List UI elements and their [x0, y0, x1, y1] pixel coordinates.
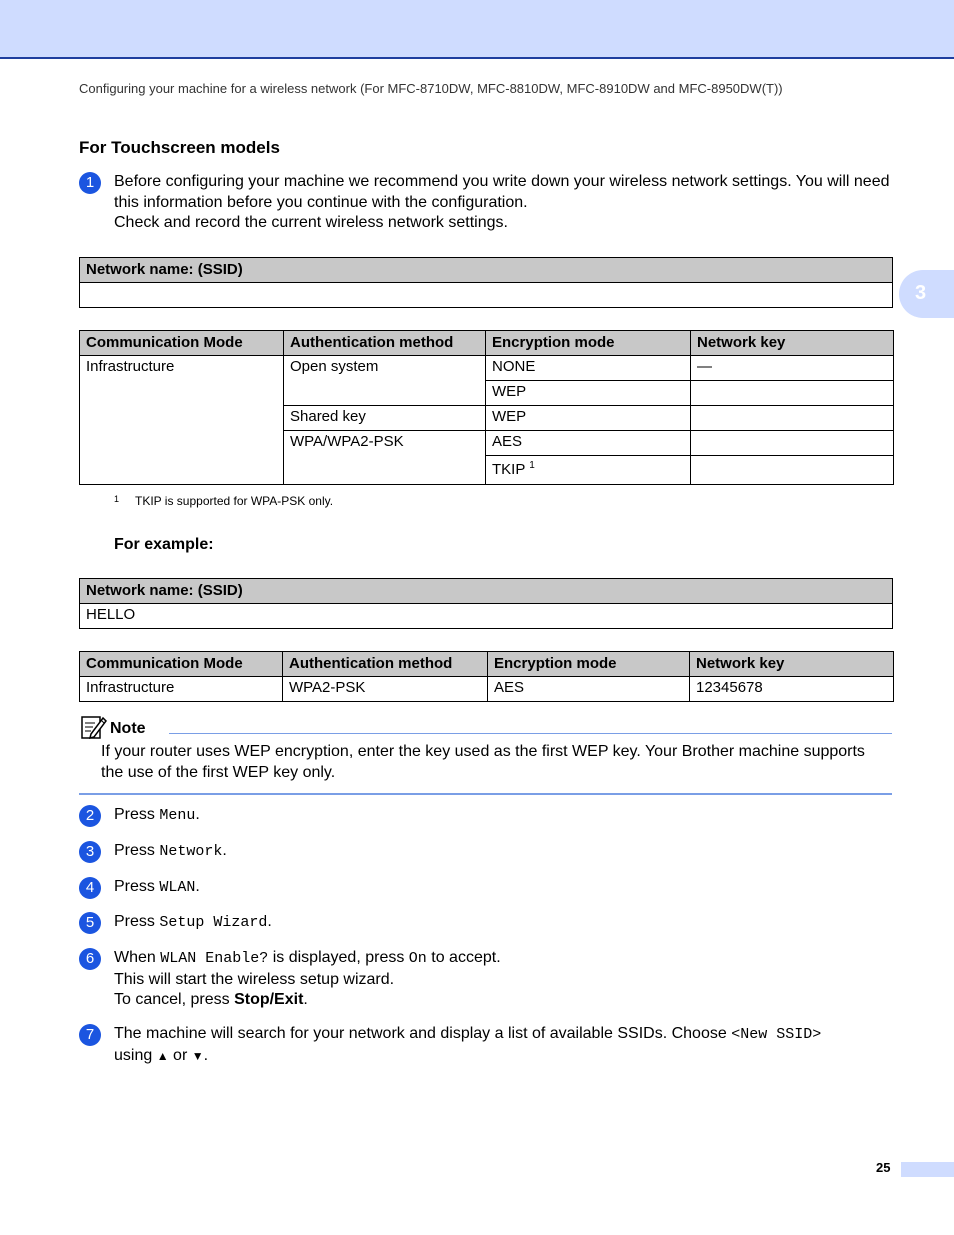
step-3-pre: Press [114, 842, 160, 859]
ssid-table [79, 257, 893, 308]
note-divider [169, 733, 892, 735]
footnote-ref: 1 [529, 460, 535, 471]
step-number-4: 4 [79, 877, 101, 899]
step-3 [79, 841, 894, 863]
example-ssid-table [79, 578, 893, 629]
footnote-text: TKIP is supported for WPA-PSK only. [135, 494, 334, 508]
settings-header-enc: Encryption mode [486, 331, 691, 356]
step-7-pre: The machine will search for your network and display a list of available SSIDs. Choose [114, 1025, 732, 1042]
top-header-band [0, 0, 954, 59]
footnote-mark: 1 [114, 494, 120, 504]
step-3-post: . [222, 842, 227, 859]
step-6 [79, 948, 894, 1011]
settings-table [79, 330, 894, 485]
chapter-tab [899, 270, 954, 318]
example-cell-key: 12345678 [690, 677, 894, 702]
cell-auth-shared: Shared key [284, 406, 486, 431]
footnote [114, 494, 333, 508]
step-6-code-2: On [408, 950, 427, 967]
cell-key-blank [691, 431, 894, 456]
settings-header-auth: Authentication method [284, 331, 486, 356]
page-number-tab [901, 1162, 954, 1177]
step-2-post: . [195, 806, 200, 823]
note-text: If your router uses WEP encryption, enter the key used as the first WEP key. Your Brother machine supports the use of the first WEP key only. [101, 743, 865, 781]
step-number-5: 5 [79, 912, 101, 934]
note-box [79, 713, 892, 795]
step-1 [79, 172, 894, 234]
step-4-pre: Press [114, 878, 160, 895]
note-pencil-icon [79, 713, 107, 741]
step-5 [79, 912, 894, 934]
step-number-1: 1 [79, 172, 101, 194]
step-2-code: Menu [159, 807, 196, 824]
tkip-label: TKIP [492, 461, 526, 478]
step-number-3: 3 [79, 841, 101, 863]
cell-enc-none: NONE [486, 356, 691, 381]
step-6-code: WLAN Enable? [160, 950, 269, 967]
step-1-text: Before configuring your machine we recommend you write down your wireless network settings. You will need this information before you continue with the configuration. [114, 173, 890, 211]
step-5-pre: Press [114, 913, 160, 930]
step-6-post: to accept. [426, 949, 501, 966]
example-label: For example: [114, 536, 214, 553]
step-2-pre: Press [114, 806, 160, 823]
cell-key-blank [691, 381, 894, 406]
step-6-line-2: This will start the wireless setup wizard. [114, 970, 395, 988]
step-7-line-2-pre: using [114, 1046, 157, 1064]
example-cell-enc: AES [488, 677, 690, 702]
step-3-code: Network [159, 843, 223, 860]
example-cell-auth: WPA2-PSK [283, 677, 488, 702]
cell-key-blank [691, 406, 894, 431]
step-5-post: . [267, 913, 272, 930]
running-head: Configuring your machine for a wireless network (For MFC-8710DW, MFC-8810DW, MFC-8910DW and MFC-8950DW(T)) [79, 81, 783, 96]
example-cell-mode: Infrastructure [80, 677, 283, 702]
cell-key-none: — [691, 356, 894, 381]
step-6-line-3-pre: To cancel, press [114, 991, 235, 1008]
step-4-code: WLAN [159, 879, 196, 896]
ssid-table-header: Network name: (SSID) [80, 258, 893, 283]
settings-header-key: Network key [691, 331, 894, 356]
step-number-2: 2 [79, 805, 101, 827]
cell-mode: Infrastructure [80, 356, 284, 485]
example-header-auth: Authentication method [283, 652, 488, 677]
step-number-6: 6 [79, 948, 101, 970]
cell-enc-wep: WEP [486, 406, 691, 431]
step-2 [79, 805, 894, 827]
cell-enc-wep: WEP [486, 381, 691, 406]
cell-key-blank [691, 456, 894, 485]
example-ssid-header: Network name: (SSID) [80, 579, 893, 604]
step-4-post: . [195, 878, 200, 895]
ssid-table-value [80, 283, 893, 308]
stop-exit-key: Stop/Exit [234, 991, 304, 1008]
example-ssid-value: HELLO [80, 604, 893, 629]
page-number: 25 [876, 1160, 891, 1175]
example-header-enc: Encryption mode [488, 652, 690, 677]
down-arrow-icon: ▼ [191, 1048, 204, 1063]
note-title: Note [110, 720, 146, 737]
example-header-key: Network key [690, 652, 894, 677]
step-6-line-3-post: . [303, 991, 308, 1008]
settings-header-mode: Communication Mode [80, 331, 284, 356]
example-settings-table [79, 651, 894, 702]
cell-enc-tkip [486, 456, 691, 485]
step-6-pre: When [114, 949, 161, 966]
step-7-or: or [168, 1046, 192, 1064]
cell-enc-aes: AES [486, 431, 691, 456]
step-6-mid: is displayed, press [268, 949, 409, 966]
step-number-7: 7 [79, 1024, 101, 1046]
step-7-line-2-post: . [203, 1046, 209, 1064]
step-7-code: <New SSID> [731, 1026, 822, 1043]
example-header-mode: Communication Mode [80, 652, 283, 677]
step-4 [79, 877, 894, 899]
chapter-number: 3 [915, 282, 927, 304]
cell-auth-wpa: WPA/WPA2-PSK [284, 431, 486, 485]
step-7 [79, 1024, 894, 1066]
cell-auth-open: Open system [284, 356, 486, 406]
step-5-code: Setup Wizard [159, 914, 268, 931]
section-heading: For Touchscreen models [79, 138, 280, 157]
up-arrow-icon: ▲ [156, 1048, 169, 1063]
step-1-text-2: Check and record the current wireless network settings. [114, 214, 508, 231]
